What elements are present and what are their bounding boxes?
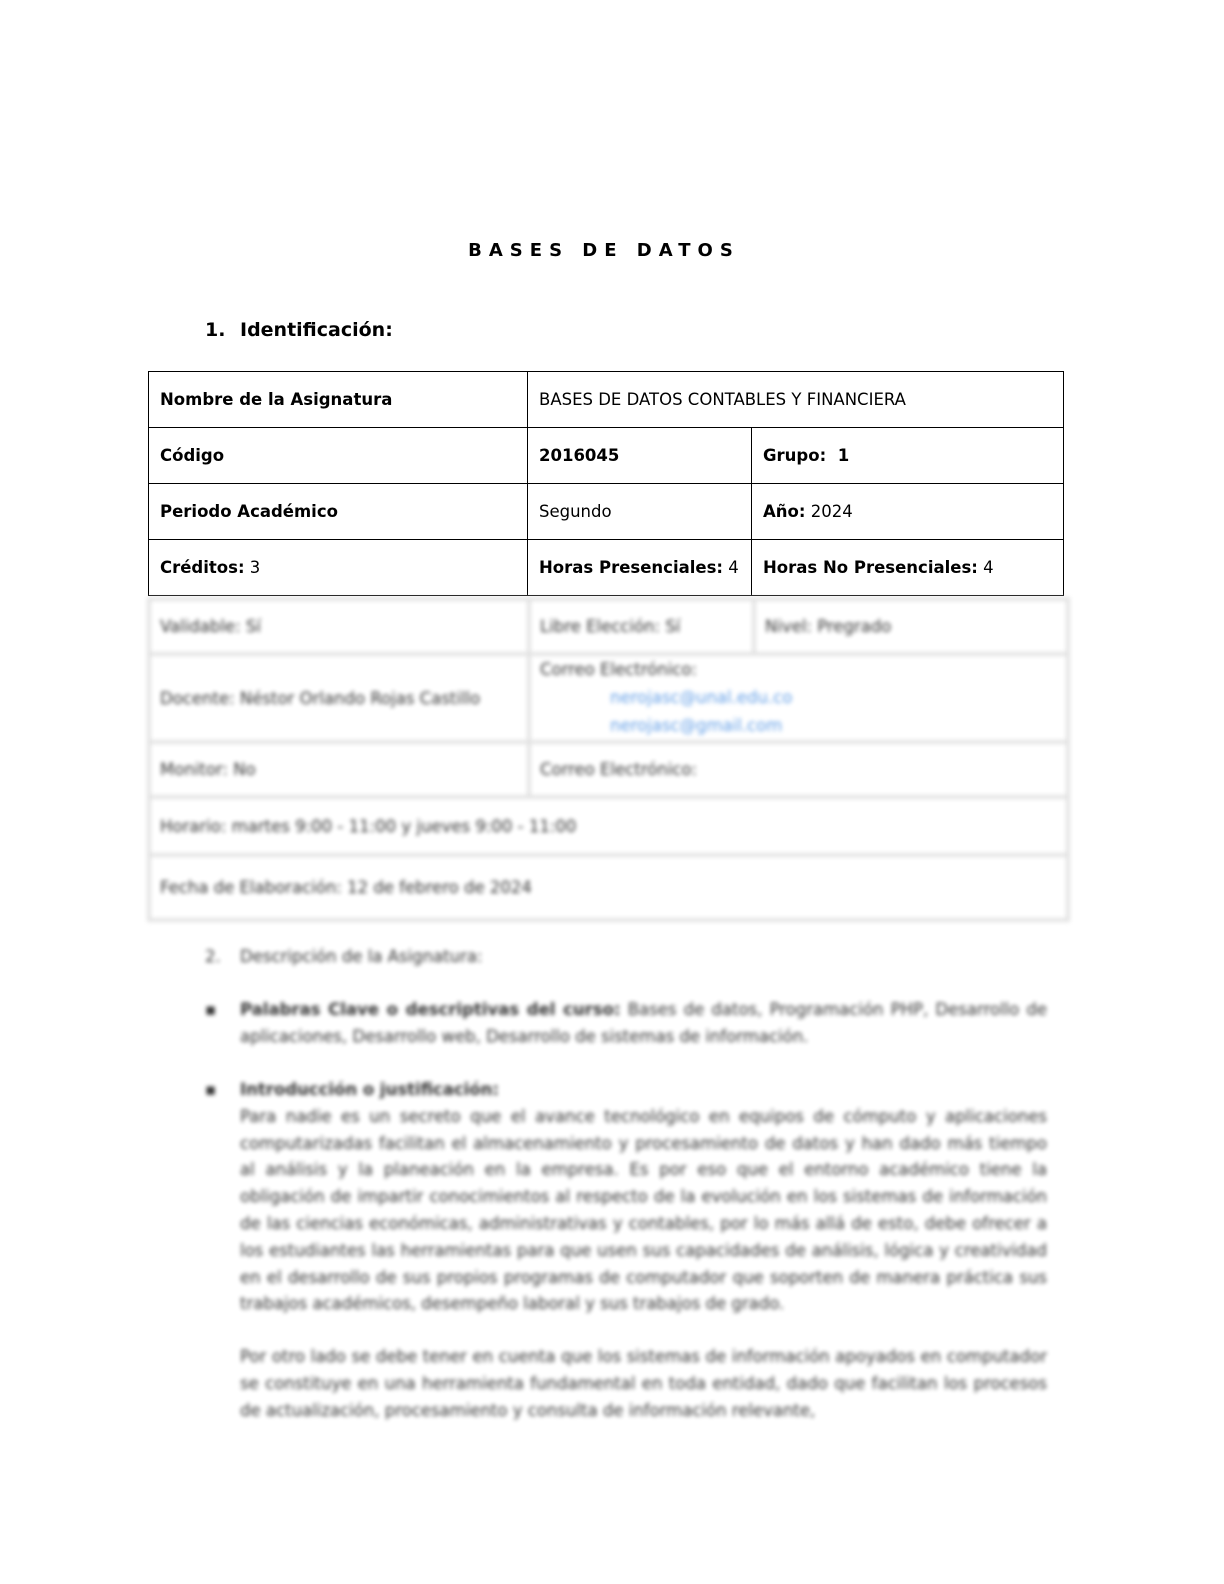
document-title: BASES DE DATOS (468, 240, 740, 261)
section-label: Descripción de la Asignatura: (240, 947, 483, 966)
cell-horas-no-presenciales: Horas No Presenciales: 4 (752, 540, 1064, 596)
cell-correo (529, 654, 1068, 742)
cell-value: Segundo (528, 484, 752, 540)
keywords-text: Bases de datos, Programación PHP, Desarrollo de aplicaciones, Desarrollo web, Desarrollo de sistemas de información. (240, 1000, 1048, 1046)
correo-label: Correo Electrónico: (540, 660, 698, 679)
cell-docente: Docente: Néstor Orlando Rojas Castillo (149, 654, 529, 742)
table-row (149, 599, 1068, 654)
table-row (149, 372, 1064, 428)
table-row (149, 428, 1064, 484)
cell-nivel: Nivel: Pregrado (754, 599, 1068, 654)
cell-label: Periodo Académico (149, 484, 528, 540)
keywords-item (205, 997, 1047, 1051)
table-row (149, 855, 1068, 920)
cell-horas-presenciales: Horas Presenciales: 4 (528, 540, 752, 596)
cell-value: 2016045 (528, 428, 752, 484)
section-number: 2. (205, 947, 221, 966)
cell-label: Nombre de la Asignatura (149, 372, 528, 428)
cell-grupo: Grupo: 1 (752, 428, 1064, 484)
cell-correo-monitor: Correo Electrónico: (529, 742, 1068, 797)
table-row (149, 540, 1064, 596)
section-number: 1. (205, 319, 226, 341)
table-row (149, 484, 1064, 540)
intro-paragraph: Por otro lado se debe tener en cuenta que los sistemas de información apoyados en computador se constituye en una herramienta fundamental en toda entidad, dado que facilitan los procesos de actualización, procesamiento y consulta de información relevante, (240, 1347, 1047, 1420)
email-link[interactable]: nerojasc@gmail.com (610, 716, 783, 735)
section-label: Identificación: (240, 319, 393, 341)
cell-libre-eleccion: Libre Elección: Sí (529, 599, 754, 654)
cell-creditos: Créditos: 3 (149, 540, 528, 596)
bullet-icon: ▪ (205, 1080, 217, 1099)
keywords-label: Palabras Clave o descriptivas del curso: (240, 1000, 621, 1019)
section-identificacion-heading (205, 319, 393, 341)
table-row (149, 742, 1068, 797)
cell-horario: Horario: martes 9:00 - 11:00 y jueves 9:00 - 11:00 (149, 797, 1068, 855)
cell-anio: Año: 2024 (752, 484, 1064, 540)
section-descripcion-heading (205, 944, 1047, 971)
table-row (149, 654, 1068, 742)
intro-item (205, 1077, 1047, 1425)
cell-value: BASES DE DATOS CONTABLES Y FINANCIERA (528, 372, 1064, 428)
intro-label: Introducción o justificación: (240, 1080, 499, 1099)
bullet-icon: ▪ (205, 1000, 217, 1019)
identification-table (148, 371, 1064, 596)
intro-paragraph: Para nadie es un secreto que el avance tecnológico en equipos de cómputo y aplicaciones computarizadas facilitan el almacenamiento y procesamiento de datos y han dado más tiempo al análisis y la planeación en la empresa. Es por eso que el entorno académico tiene la obligación de impartir conocimientos al respecto de la evolución en los sistemas de información de las ciencias económicas, administrativas y contables, por lo más allá de esto, debe ofrecer a los estudiantes las herramientas para que usen sus capacidades de análisis, lógica y creatividad en el desarrollo de sus propios programas de computador que soporten de manera práctica sus trabajos académicos, desempeño laboral y sus trabajos de grado. (240, 1106, 1047, 1314)
cell-label: Código (149, 428, 528, 484)
cell-fecha: Fecha de Elaboración: 12 de febrero de 2024 (149, 855, 1068, 920)
cell-monitor: Monitor: No (149, 742, 529, 797)
identification-table-blurred (147, 597, 1070, 922)
table-row (149, 797, 1068, 855)
cell-validable: Validable: Sí (149, 599, 529, 654)
email-link[interactable]: nerojasc@unal.edu.co (610, 688, 793, 707)
